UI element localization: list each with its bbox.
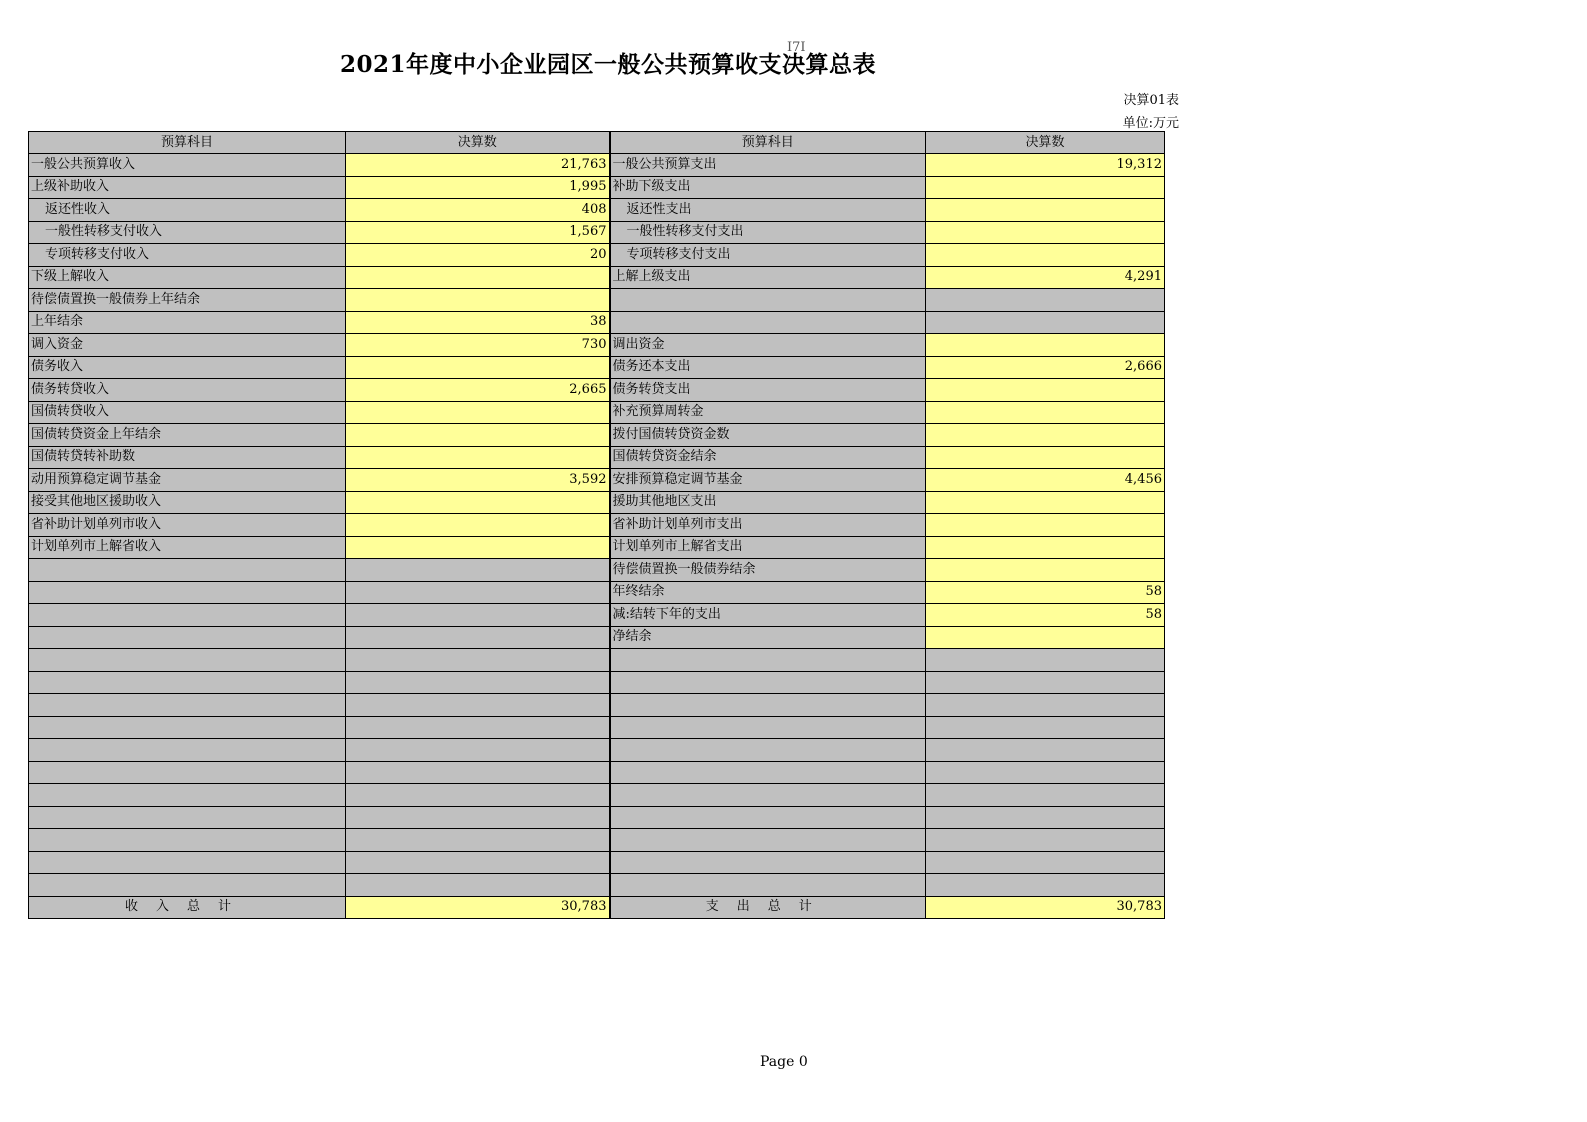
table-row <box>29 334 1165 357</box>
income-subject <box>29 716 346 739</box>
expense-subject: 债务转贷支出 <box>610 379 926 402</box>
table-row <box>29 671 1165 694</box>
income-amount <box>346 626 610 649</box>
expense-subject: 一般公共预算支出 <box>610 154 926 177</box>
table-row <box>29 176 1165 199</box>
table-row <box>29 469 1165 492</box>
expense-amount <box>926 761 1165 784</box>
table-row <box>29 244 1165 267</box>
expense-subject: 拨付国债转贷资金数 <box>610 424 926 447</box>
expense-subject <box>610 671 926 694</box>
income-amount <box>346 874 610 897</box>
income-subject <box>29 604 346 627</box>
expense-amount <box>926 514 1165 537</box>
table-row <box>29 559 1165 582</box>
income-amount <box>346 806 610 829</box>
header-income-amount: 决算数 <box>346 132 610 154</box>
expense-amount <box>926 851 1165 874</box>
income-amount: 3,592 <box>346 469 610 492</box>
expense-subject: 净结余 <box>610 626 926 649</box>
income-amount <box>346 266 610 289</box>
income-subject: 一般性转移支付收入 <box>29 221 346 244</box>
income-subject: 一般公共预算收入 <box>29 154 346 177</box>
header-income-subject: 预算科目 <box>29 132 346 154</box>
expense-amount <box>926 716 1165 739</box>
expense-amount <box>926 626 1165 649</box>
expense-amount <box>926 559 1165 582</box>
expense-subject <box>610 649 926 672</box>
expense-subject: 返还性支出 <box>610 199 926 222</box>
income-amount <box>346 514 610 537</box>
table-row <box>29 491 1165 514</box>
expense-subject <box>610 716 926 739</box>
expense-amount <box>926 694 1165 717</box>
total-row <box>29 896 1165 919</box>
expense-amount <box>926 829 1165 852</box>
income-amount <box>346 649 610 672</box>
table-row <box>29 716 1165 739</box>
budget-table <box>28 131 1165 919</box>
expense-amount <box>926 446 1165 469</box>
table-row <box>29 356 1165 379</box>
income-amount <box>346 289 610 312</box>
expense-amount <box>926 379 1165 402</box>
expense-amount <box>926 244 1165 267</box>
income-amount <box>346 446 610 469</box>
table-row <box>29 199 1165 222</box>
expense-subject <box>610 806 926 829</box>
income-subject <box>29 761 346 784</box>
income-amount <box>346 491 610 514</box>
table-row <box>29 829 1165 852</box>
income-amount <box>346 559 610 582</box>
income-amount <box>346 424 610 447</box>
expense-subject <box>610 784 926 807</box>
table-row <box>29 289 1165 312</box>
unit-label: 单位:万元 <box>1122 116 1179 131</box>
table-row <box>29 311 1165 334</box>
income-amount: 21,763 <box>346 154 610 177</box>
table-row <box>29 221 1165 244</box>
header-expense-amount: 决算数 <box>926 132 1165 154</box>
expense-amount <box>926 221 1165 244</box>
expense-subject: 一般性转移支付支出 <box>610 221 926 244</box>
expense-amount <box>926 311 1165 334</box>
table-row <box>29 761 1165 784</box>
income-amount <box>346 716 610 739</box>
income-amount <box>346 829 610 852</box>
expense-subject: 补充预算周转金 <box>610 401 926 424</box>
expense-subject <box>610 851 926 874</box>
income-amount <box>346 604 610 627</box>
expense-total-label: 支出总计 <box>610 896 926 919</box>
expense-subject: 专项转移支付支出 <box>610 244 926 267</box>
income-subject: 专项转移支付收入 <box>29 244 346 267</box>
expense-amount <box>926 401 1165 424</box>
income-subject: 计划单列市上解省收入 <box>29 536 346 559</box>
income-amount: 408 <box>346 199 610 222</box>
expense-subject: 省补助计划单列市支出 <box>610 514 926 537</box>
income-subject <box>29 851 346 874</box>
expense-amount <box>926 199 1165 222</box>
expense-subject <box>610 311 926 334</box>
expense-subject <box>610 289 926 312</box>
income-amount: 1,995 <box>346 176 610 199</box>
expense-amount <box>926 806 1165 829</box>
income-amount: 730 <box>346 334 610 357</box>
page-number: Page 0 <box>760 1054 808 1070</box>
expense-amount <box>926 334 1165 357</box>
income-subject: 返还性收入 <box>29 199 346 222</box>
table-row <box>29 446 1165 469</box>
expense-amount <box>926 289 1165 312</box>
page-title: 2021年度中小企业园区一般公共预算收支决算总表 <box>340 51 877 78</box>
table-row <box>29 401 1165 424</box>
expense-subject: 上解上级支出 <box>610 266 926 289</box>
income-subject <box>29 806 346 829</box>
income-subject: 国债转贷转补助数 <box>29 446 346 469</box>
income-subject: 国债转贷收入 <box>29 401 346 424</box>
table-row <box>29 379 1165 402</box>
income-total-amount: 30,783 <box>346 896 610 919</box>
expense-amount: 58 <box>926 604 1165 627</box>
expense-amount <box>926 176 1165 199</box>
income-amount <box>346 401 610 424</box>
table-row <box>29 851 1165 874</box>
income-subject: 下级上解收入 <box>29 266 346 289</box>
income-amount <box>346 671 610 694</box>
income-amount <box>346 581 610 604</box>
income-subject <box>29 874 346 897</box>
income-total-label: 收入总计 <box>29 896 346 919</box>
income-subject: 动用预算稳定调节基金 <box>29 469 346 492</box>
expense-amount: 4,456 <box>926 469 1165 492</box>
income-amount <box>346 536 610 559</box>
expense-amount: 19,312 <box>926 154 1165 177</box>
expense-amount <box>926 649 1165 672</box>
expense-subject: 债务还本支出 <box>610 356 926 379</box>
expense-subject: 减:结转下年的支出 <box>610 604 926 627</box>
income-subject: 上级补助收入 <box>29 176 346 199</box>
expense-subject <box>610 694 926 717</box>
table-row <box>29 581 1165 604</box>
income-subject <box>29 829 346 852</box>
income-amount <box>346 761 610 784</box>
income-subject <box>29 559 346 582</box>
expense-subject <box>610 761 926 784</box>
income-subject: 债务收入 <box>29 356 346 379</box>
expense-subject: 援助其他地区支出 <box>610 491 926 514</box>
expense-amount <box>926 739 1165 762</box>
expense-subject: 补助下级支出 <box>610 176 926 199</box>
income-subject: 上年结余 <box>29 311 346 334</box>
table-row <box>29 626 1165 649</box>
table-row <box>29 649 1165 672</box>
income-amount <box>346 356 610 379</box>
expense-amount: 4,291 <box>926 266 1165 289</box>
income-subject: 国债转贷资金上年结余 <box>29 424 346 447</box>
income-subject: 待偿债置换一般债券上年结余 <box>29 289 346 312</box>
expense-amount <box>926 784 1165 807</box>
income-subject <box>29 694 346 717</box>
income-subject: 调入资金 <box>29 334 346 357</box>
expense-amount <box>926 671 1165 694</box>
income-amount <box>346 851 610 874</box>
income-amount: 20 <box>346 244 610 267</box>
expense-amount: 58 <box>926 581 1165 604</box>
table-row <box>29 266 1165 289</box>
income-subject <box>29 671 346 694</box>
table-row <box>29 739 1165 762</box>
income-amount <box>346 784 610 807</box>
income-amount: 1,567 <box>346 221 610 244</box>
expense-subject: 国债转贷资金结余 <box>610 446 926 469</box>
income-subject: 省补助计划单列市收入 <box>29 514 346 537</box>
income-subject <box>29 739 346 762</box>
expense-subject: 年终结余 <box>610 581 926 604</box>
expense-subject <box>610 829 926 852</box>
income-subject <box>29 649 346 672</box>
expense-amount <box>926 874 1165 897</box>
expense-subject: 计划单列市上解省支出 <box>610 536 926 559</box>
table-row <box>29 806 1165 829</box>
table-row <box>29 784 1165 807</box>
expense-subject: 调出资金 <box>610 334 926 357</box>
expense-amount <box>926 536 1165 559</box>
table-row <box>29 154 1165 177</box>
income-amount: 38 <box>346 311 610 334</box>
income-amount <box>346 739 610 762</box>
expense-amount <box>926 491 1165 514</box>
expense-total-amount: 30,783 <box>926 896 1165 919</box>
header-expense-subject: 预算科目 <box>610 132 926 154</box>
page-mark: I7I <box>787 40 806 55</box>
income-subject: 债务转贷收入 <box>29 379 346 402</box>
table-row <box>29 874 1165 897</box>
expense-subject: 安排预算稳定调节基金 <box>610 469 926 492</box>
table-row <box>29 604 1165 627</box>
expense-subject: 待偿债置换一般债券结余 <box>610 559 926 582</box>
table-header-row <box>29 132 1165 154</box>
expense-amount: 2,666 <box>926 356 1165 379</box>
expense-amount <box>926 424 1165 447</box>
income-subject: 接受其他地区援助收入 <box>29 491 346 514</box>
form-number: 决算01表 <box>1123 93 1179 108</box>
income-amount <box>346 694 610 717</box>
table-row <box>29 424 1165 447</box>
expense-subject <box>610 739 926 762</box>
table-row <box>29 536 1165 559</box>
income-subject <box>29 784 346 807</box>
income-amount: 2,665 <box>346 379 610 402</box>
expense-subject <box>610 874 926 897</box>
income-subject <box>29 581 346 604</box>
table-row <box>29 694 1165 717</box>
income-subject <box>29 626 346 649</box>
table-row <box>29 514 1165 537</box>
